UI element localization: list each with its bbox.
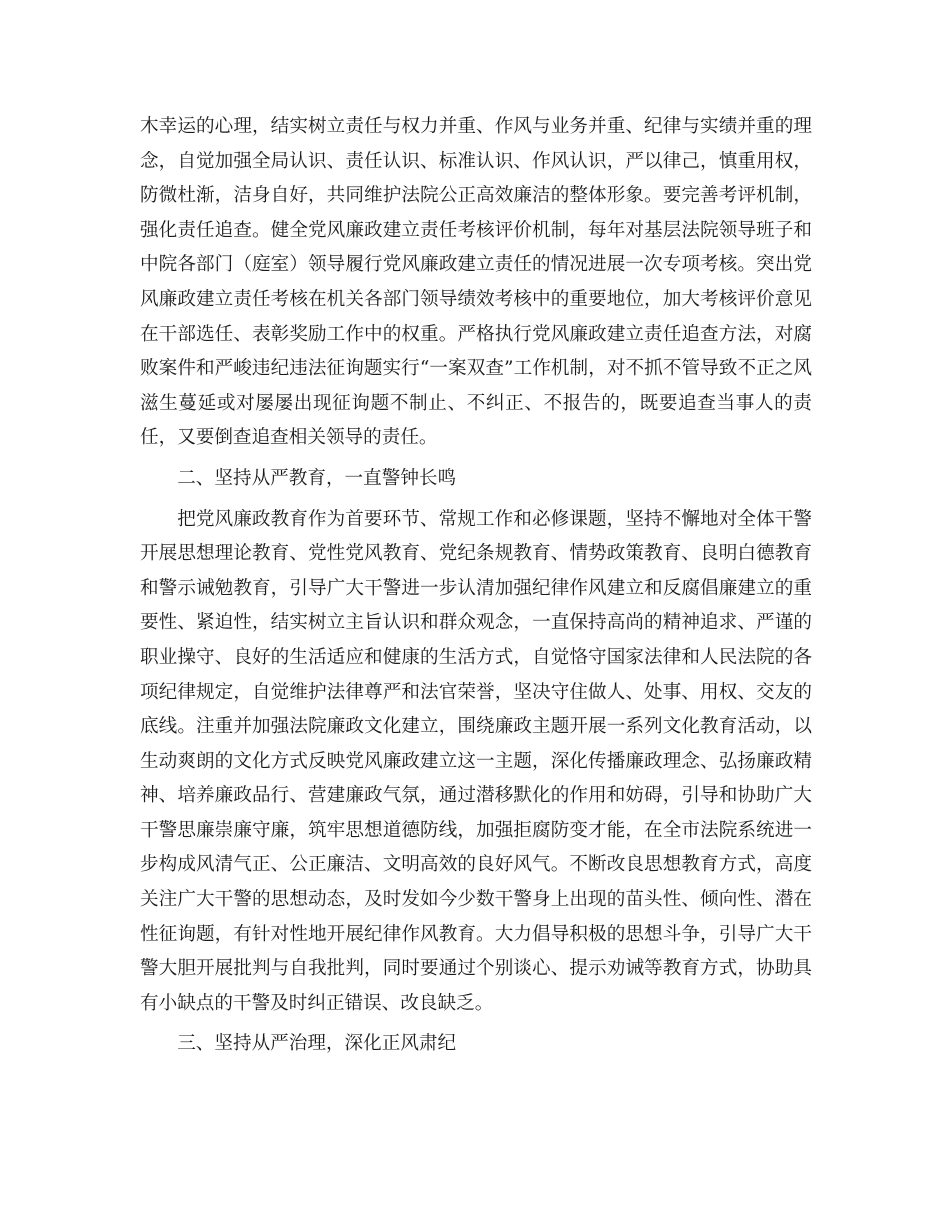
section-heading-2: 二、坚持从严教育，一直警钟长鸣 (177, 467, 457, 489)
section-heading-3: 三、坚持从严治理，深化正风肃纪 (177, 1033, 457, 1055)
document-page (140, 110, 812, 1062)
paragraph-continued: 木幸运的心理，结实树立责任与权力并重、作风与业务并重、纪律与实绩并重的理念，自觉加强全局认识、责任认识、标准认识、作风认识，严以律己，慎重用权，防微杜渐，洁身自好，共同维护法院公正高效廉洁的整体形象。要完善考评机制，强化责任追查。健全党风廉政建立责任考核评价机制，每年对基层法院领导班子和中院各部门（庭室）领导履行党风廉政建立责任的情况进展一次专项考核。突出党风廉政建立责任考核在机关各部门领导绩效考核中的重要地位，加大考核评价意见在干部选任、表彰奖励工作中的权重。严格执行党风廉政建立责任追查方法，对腐败案件和严峻违纪违法征询题实行“一案双查”工作机制，对不抓不管导致不正之风滋生蔓延或对屡屡出现征询题不制止、不纠正、不报告的，既要追查当事人的责任，又要倒查追查相关领导的责任。 (140, 116, 812, 449)
paragraph-section-2: 把党风廉政教育作为首要环节、常规工作和必修课题，坚持不懈地对全体干警开展思想理论教育、党性党风教育、党纪条规教育、情势政策教育、良明白德教育和警示诫勉教育，引导广大干警进一步认清加强纪律作风建立和反腐倡廉建立的重要性、紧迫性，结实树立主旨认识和群众观念，一直保持高尚的精神追求、严谨的职业操守、良好的生活适应和健康的生活方式，自觉恪守国家法律和人民法院的各项纪律规定，自觉维护法律尊严和法官荣誉，坚决守住做人、处事、用权、交友的底线。注重并加强法院廉政文化建立，围绕廉政主题开展一系列文化教育活动，以生动爽朗的文化方式反映党风廉政建立这一主题，深化传播廉政理念、弘扬廉政精神、培养廉政品行、营建廉政气氛，通过潜移默化的作用和妨碍，引导和协助广大干警思廉崇廉守廉，筑牢思想道德防线，加强拒腐防变才能，在全市法院系统进一步构成风清气正、公正廉洁、文明高效的良好风气。不断改良思想教育方式，高度关注广大干警的思想动态，及时发如今少数干警身上出现的苗头性、倾向性、潜在性征询题，有针对性地开展纪律作风教育。大力倡导积极的思想斗争，引导广大干警大胆开展批判与自我批判，同时要通过个别谈心、提示劝诫等教育方式，协助具有小缺点的干警及时纠正错误、改良缺乏。 (140, 508, 812, 1014)
